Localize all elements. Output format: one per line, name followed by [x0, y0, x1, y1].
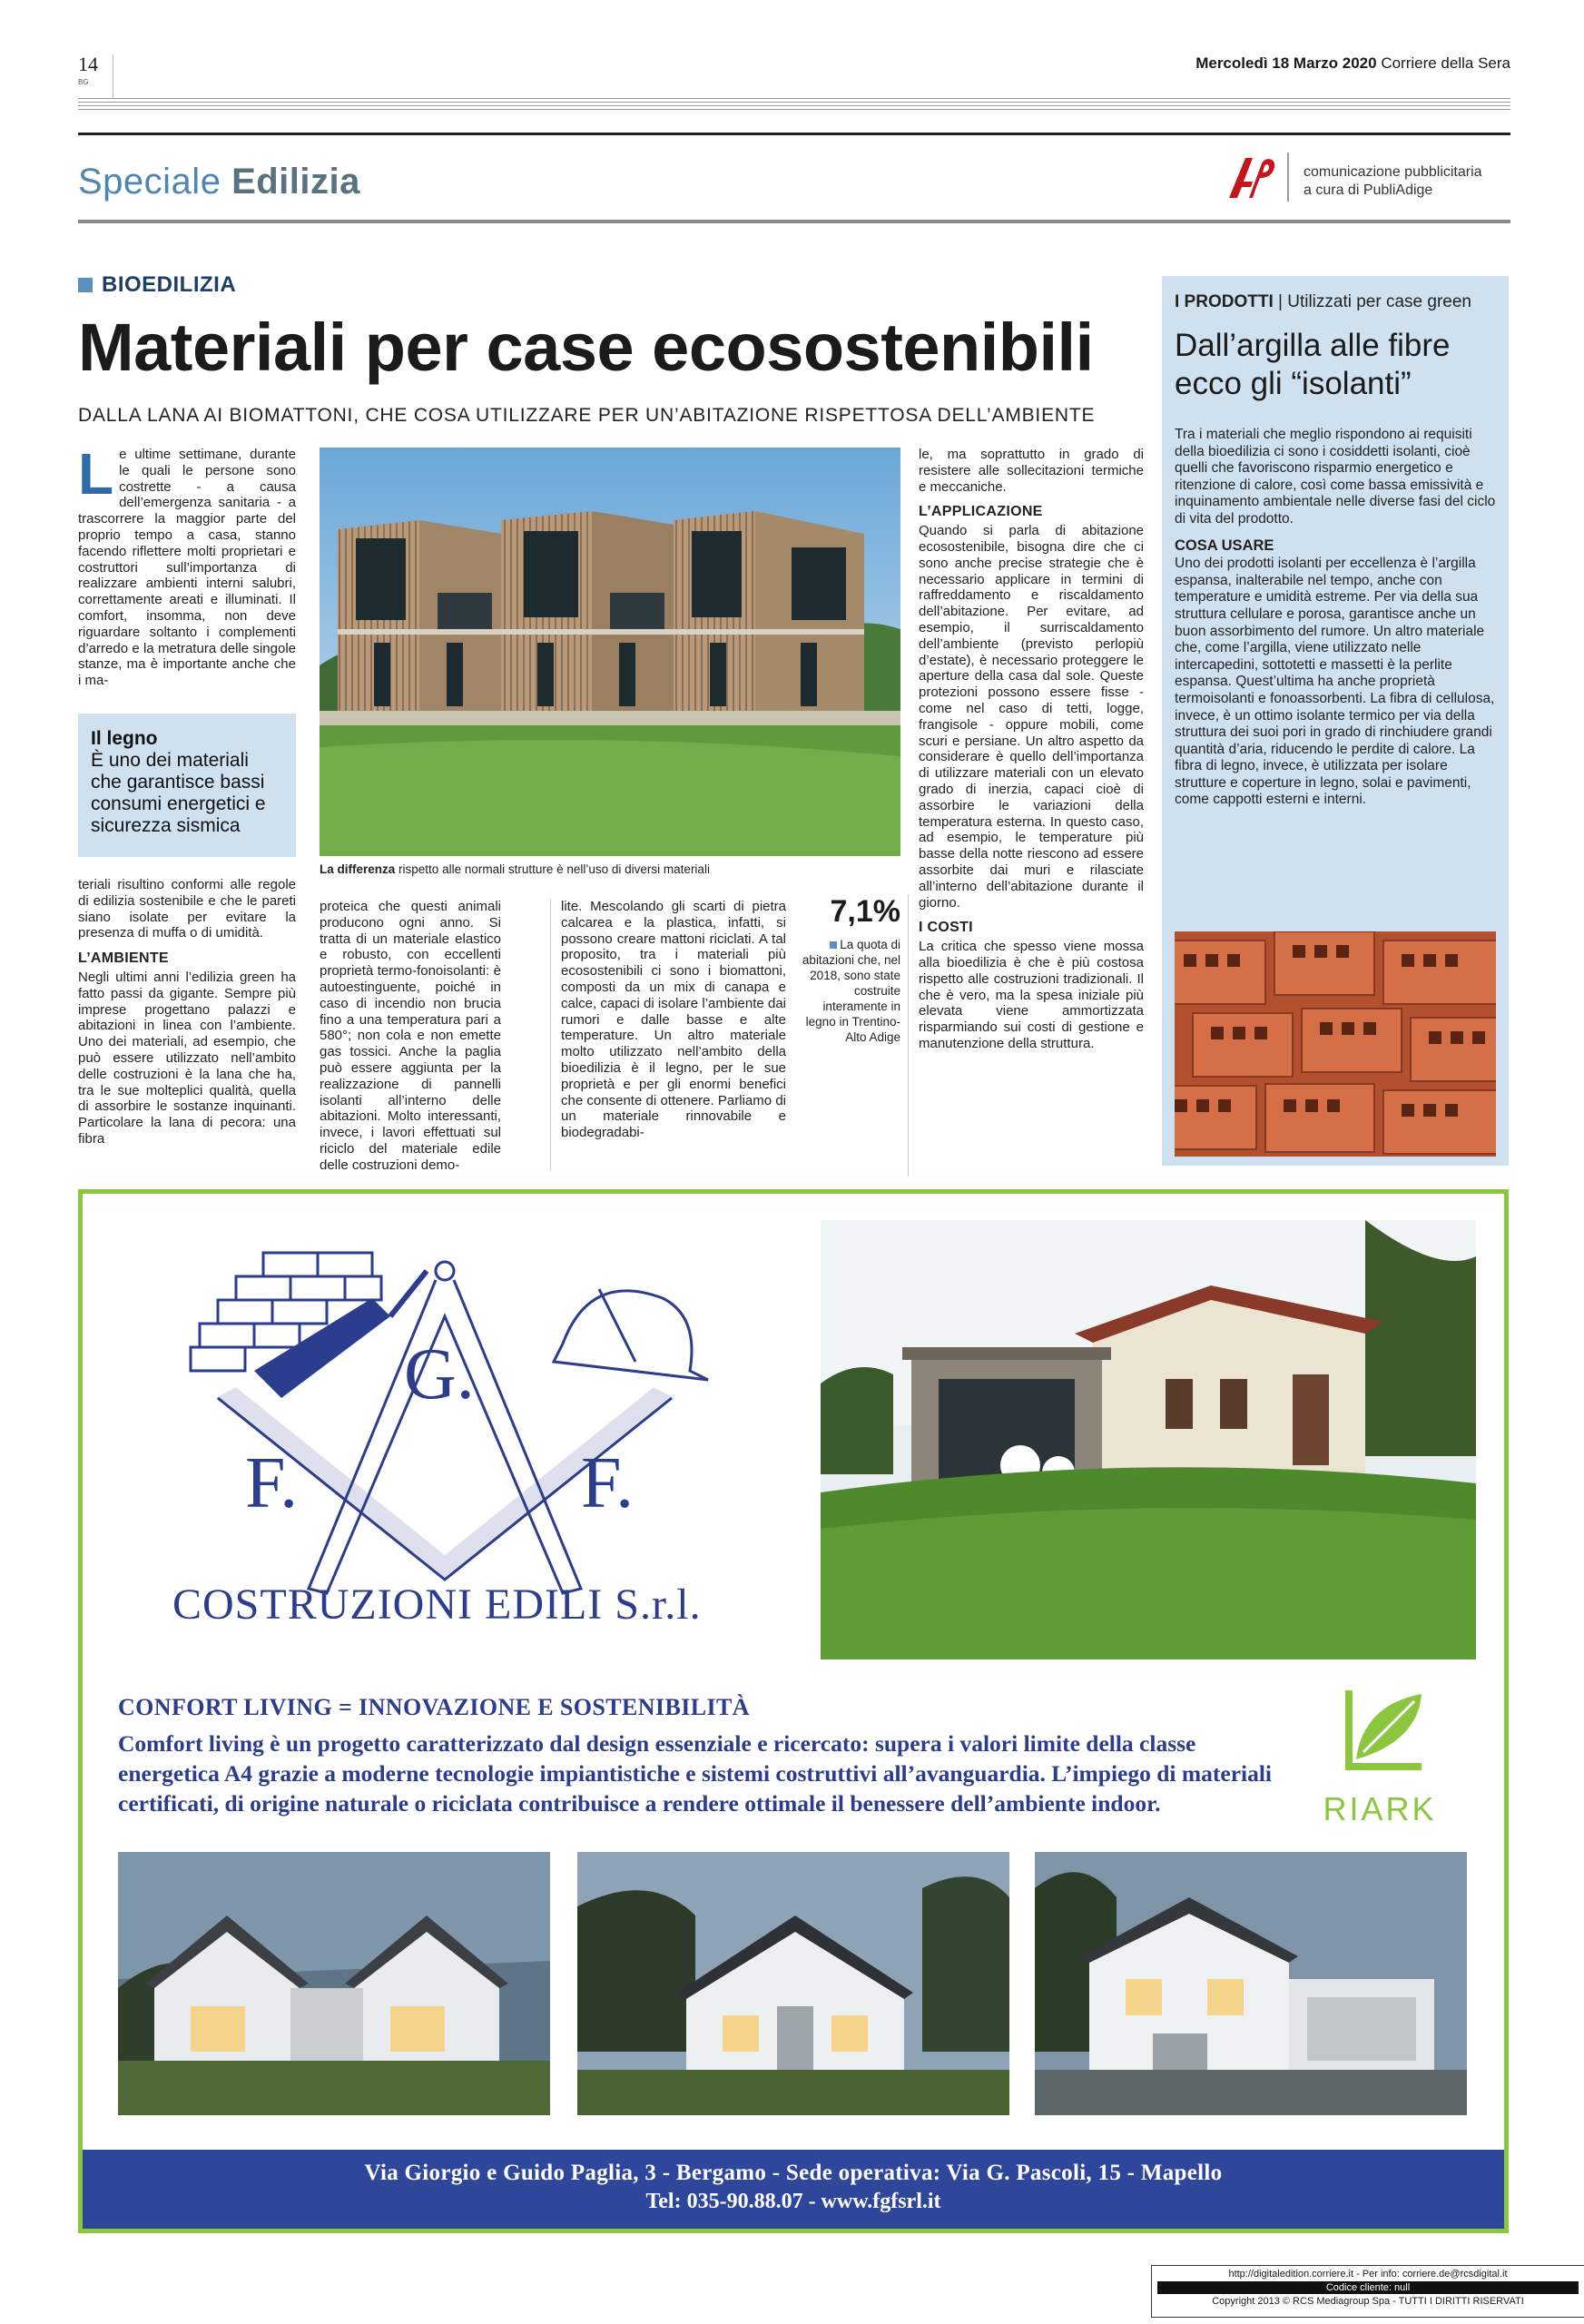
- folio-dateline: [1195, 54, 1510, 73]
- copyright-stamp: [1151, 2265, 1584, 2318]
- edition-code: BG: [78, 78, 89, 86]
- sidebar-body: [1175, 427, 1498, 809]
- advertising-note: [1304, 163, 1482, 200]
- article-paragraph: Negli ultimi anni l’edilizia green ha fatto passi da gigante. Sempre più imprese progettano palazzi e abitazioni in linea con l’ambiente. Uno dei materiali, ad esempio, che può essere utilizzato nell’ambito delle costruzioni è la lana che ha, tra le sue molteplici qualità, quella di assorbire le sostanze inquinanti. Particolare la lana di pecora: una fibra: [78, 969, 296, 1147]
- pull-quote-title: Il legno: [91, 728, 158, 749]
- advertising-note-line: a cura di PubliAdige: [1304, 182, 1433, 198]
- article-column-3: [561, 899, 786, 1177]
- article-paragraph: le, ma soprattutto in grado di resistere alle sollecitazioni termiche e meccaniche.: [919, 447, 1144, 495]
- article-paragraph: e ultime settimane, durante le quali le persone sono costrette - a causa dell’emergenza sanitaria - a trascorrere la maggior parte del proprio tempo a casa, stanno facendo riflettere molti proprietari e costruttori sull’importanza di realizzare ambienti interni salubri, correttamente areati e illuminati. Il comfort, insomma, non deve riguardare soltanto i complementi d’arredo e la metratura delle singole stanze, ma è importante anche che i ma-: [78, 447, 296, 689]
- stat-text: La quota di abitazioni che, nel 2018, sono state costruite interamente in legno in Trentino-Alto Adige: [802, 938, 900, 1044]
- article-paragraph: proteica che questi animali producono ogni anno. Si tratta di un materiale elastico e robusto, con eccellenti proprietà termo-fonoisolanti: è autoestinguente, poiché in caso di incendio non brucia fino a una temperatura pari a 580°; non cola e non emette gas tossici. Anche la paglia può essere aggiunta per la realizzazione di pannelli isolanti all’interno delle abitazioni. Molto interessanti, invece, i lavori effettuati sul riciclo del materiale edile delle costruzioni demo-: [320, 899, 501, 1173]
- ad-body-text: Comfort living è un progetto caratterizzato dal design essenziale e ricercato: supera i valori limite della classe energetica A4 grazie a moderne tecnologie impiantistiche e sistemi costruttivi all’avanguardia. L’impiego di materiali certificati, di origine naturale o riciclata contribuisce a rendere ottimale il benessere dell’ambiente indoor.: [118, 1730, 1273, 1817]
- advertising-note-line: comunicazione pubblicitaria: [1304, 164, 1482, 180]
- section-title: [78, 162, 360, 202]
- folio-rule: [78, 109, 1510, 110]
- folio-rule: [78, 102, 1510, 103]
- ad-render-image: [118, 1852, 550, 2115]
- bricks-photo: [1175, 931, 1496, 1157]
- trowel-icon: [254, 1271, 427, 1398]
- logo-letter-center: G.: [404, 1334, 475, 1414]
- column-rule: [908, 894, 909, 1177]
- ad-heading: CONFORT LIVING = INNOVAZIONE E SOSTENIBILITÀ: [118, 1694, 750, 1720]
- compass-square-icon: [163, 1235, 726, 1634]
- article-photo: [320, 448, 900, 856]
- article-paragraph: teriali risultino conformi alle regole di edilizia sostenibile e che le pareti siano isolate per evitare la presenza di muffa o di umidità.: [78, 877, 296, 941]
- caption-lead: La differenza: [320, 862, 396, 876]
- stat-description: [799, 937, 900, 1045]
- logo-letter-left: F.: [245, 1443, 299, 1523]
- sidebar-subheading: COSA USARE: [1175, 537, 1274, 554]
- section-prefix: Speciale: [78, 162, 221, 202]
- ad-render-image: [577, 1852, 1009, 2115]
- sidebar-tag-bold: I PRODOTTI: [1175, 292, 1274, 311]
- kicker-label: BIOEDILIZIA: [102, 272, 237, 297]
- sidebar-tag: [1175, 292, 1471, 312]
- sidebar-paragraph: Tra i materiali che meglio rispondono ai requisiti della bioedilizia ci sono i cosiddetti isolanti, cioè quelli che favoriscono risparmio energetico e ritenzione di calore, così come bassa emissività e inquinamento ambientale nelle diverse fasi del ciclo di vita del prodotto.: [1175, 427, 1496, 527]
- stat-value: 7,1%: [830, 894, 900, 929]
- newspaper-name: Corriere della Sera: [1381, 54, 1510, 72]
- article-subheading: L’APPLICAZIONE: [919, 504, 1043, 520]
- article-column-1: [78, 447, 296, 705]
- ad-company-name: COSTRUZIONI EDILI S.r.l.: [172, 1581, 702, 1629]
- article-headline: Materiali per case ecosostenibili: [78, 310, 1094, 385]
- page-number: 14: [78, 53, 98, 75]
- article-column-4: [919, 447, 1144, 1177]
- folio-date: Mercoledì 18 Marzo 2020: [1195, 54, 1377, 72]
- riark-logo-text: RIARK: [1323, 1790, 1437, 1827]
- ad-house-photo: [821, 1220, 1476, 1659]
- logo-separator: [1287, 153, 1289, 202]
- article-paragraph: La critica che spesso viene mossa alla bioedilizia è che è più costosa rispetto alle costruzioni tradizionali. Il che è vero, ma la spesa iniziale più elevata viene ammortizzata risparmiando sui costi di gestione e manutenzione della struttura.: [919, 939, 1144, 1051]
- article-column-1-continued: [78, 877, 296, 1177]
- folio-rule: [78, 98, 1510, 99]
- section-name: Edilizia: [231, 162, 360, 202]
- article-kicker: [78, 272, 236, 298]
- section-rule: [78, 220, 1510, 223]
- caption-text: rispetto alle normali strutture è nell’uso di diversi materiali: [398, 862, 710, 876]
- ad-address: Via Giorgio e Guido Paglia, 3 - Bergamo - Sede operativa: Via G. Pascoli, 15 - Mapello: [364, 2161, 1223, 2185]
- article-paragraph: lite. Mescolando gli scarti di pietra calcarea e la plastica, infatti, si possono creare mattoni riciclati. A tal proposito, tra i materiali più ecosostenibili ci sono i biomattoni, composti da un mix di canapa e calce, capaci di isolare l’ambiente dai rumori e dalle basse e alte temperature. Un altro materiale molto utilizzato nell’ambito della bioedilizia è il legno, per le sue proprietà e per gli enormi benefici che consente di ottenere. Parliamo di un materiale rinnovabile e biodegradabi-: [561, 899, 786, 1141]
- publiadige-logo-icon: [1225, 154, 1278, 200]
- header-rule: [78, 133, 1510, 135]
- ad-contact: Tel: 035-90.88.07 - www.fgfsrl.it: [645, 2190, 941, 2213]
- hard-hat-icon: [554, 1289, 708, 1380]
- riark-leaf-icon: [1327, 1687, 1427, 1787]
- dropcap: L: [78, 447, 114, 507]
- pull-quote: [78, 714, 296, 857]
- article-column-2: [320, 899, 501, 1177]
- logo-letter-right: F.: [581, 1443, 635, 1523]
- column-rule: [550, 899, 551, 1171]
- photo-caption: [320, 862, 900, 876]
- pull-quote-text: È uno dei materiali che garantisce bassi consumi energetici e sicurezza sismica: [91, 750, 266, 836]
- stamp-url-line: http://digitaledition.corriere.it - Per info: corriere.de@rcsdigital.it: [1228, 2269, 1508, 2280]
- stamp-copyright: Copyright 2013 © RCS Mediagroup Spa - TUTTI I DIRITTI RISERVATI: [1212, 2296, 1524, 2307]
- stat-square-icon: [830, 941, 837, 949]
- folio-rule: [78, 105, 1510, 106]
- ad-footer-bar: [83, 2150, 1504, 2229]
- article-subheading: L’AMBIENTE: [78, 950, 169, 967]
- sidebar-tag-rest: | Utilizzati per case green: [1278, 292, 1471, 311]
- article-subhead: DALLA LANA AI BIOMATTONI, CHE COSA UTILIZZARE PER UN’ABITAZIONE RISPETTOSA DELL’AMBIENTE: [78, 405, 1096, 426]
- sidebar-title: Dall’argilla alle fibre ecco gli “isolanti”: [1175, 328, 1451, 401]
- article-subheading: I COSTI: [919, 920, 973, 936]
- kicker-square-icon: [78, 278, 93, 292]
- article-paragraph: Quando si parla di abitazione ecosostenibile, bisogna dire che ci sono anche precise strategie che è necessario applicare in termini di raffreddamento e riscaldamento dell’abitazione. Per evitare, ad esempio, il surriscaldamento dell’ambiente (previsto perlopiù d’estate), è necessario proteggere le aperture della casa dal sole. Queste protezioni possono essere fisse - come nel caso di tetti, logge, frangisole - oppure mobili, come scuri e persiane. Un altro aspetto da considerare è quello dell’importanza di utilizzare materiali con un elevato grado di inerzia, capaci cioè di assorbire le variazioni della temperatura esterna. In questo caso, ad esempio, le temperature più basse della notte riescono ad essere assorbite dai muri e rilasciate all’interno dell’abitazione durante il giorno.: [919, 523, 1144, 911]
- stamp-client-code: Codice cliente: null: [1157, 2281, 1579, 2294]
- ad-render-image: [1035, 1852, 1467, 2115]
- sidebar-paragraph: Uno dei prodotti isolanti per eccellenza è l’argilla espansa, inalterabile nel tempo, anche con temperature e umidità estreme. Per via della sua struttura cellulare e porosa, garantisce anche un buon assorbimento del rumore. Un altro materiale che, come l’argilla, viene utilizzato nelle intercapedini, sottotetti e massetti è la perlite espansa. Quest’ultima ha anche proprietà termoisolanti e fonoassorbenti. La fibra di cellulosa, invece, è un ottimo isolante termico per via della struttura dei suoi pori in grado di rinchiudere grandi quantità d’aria, riducendo le perdite di calore. La fibra di legno, invece, è utilizzata per isolare strutture e coperture in legno, solai e pavimenti, come cappotti esterni e interni.: [1175, 556, 1495, 808]
